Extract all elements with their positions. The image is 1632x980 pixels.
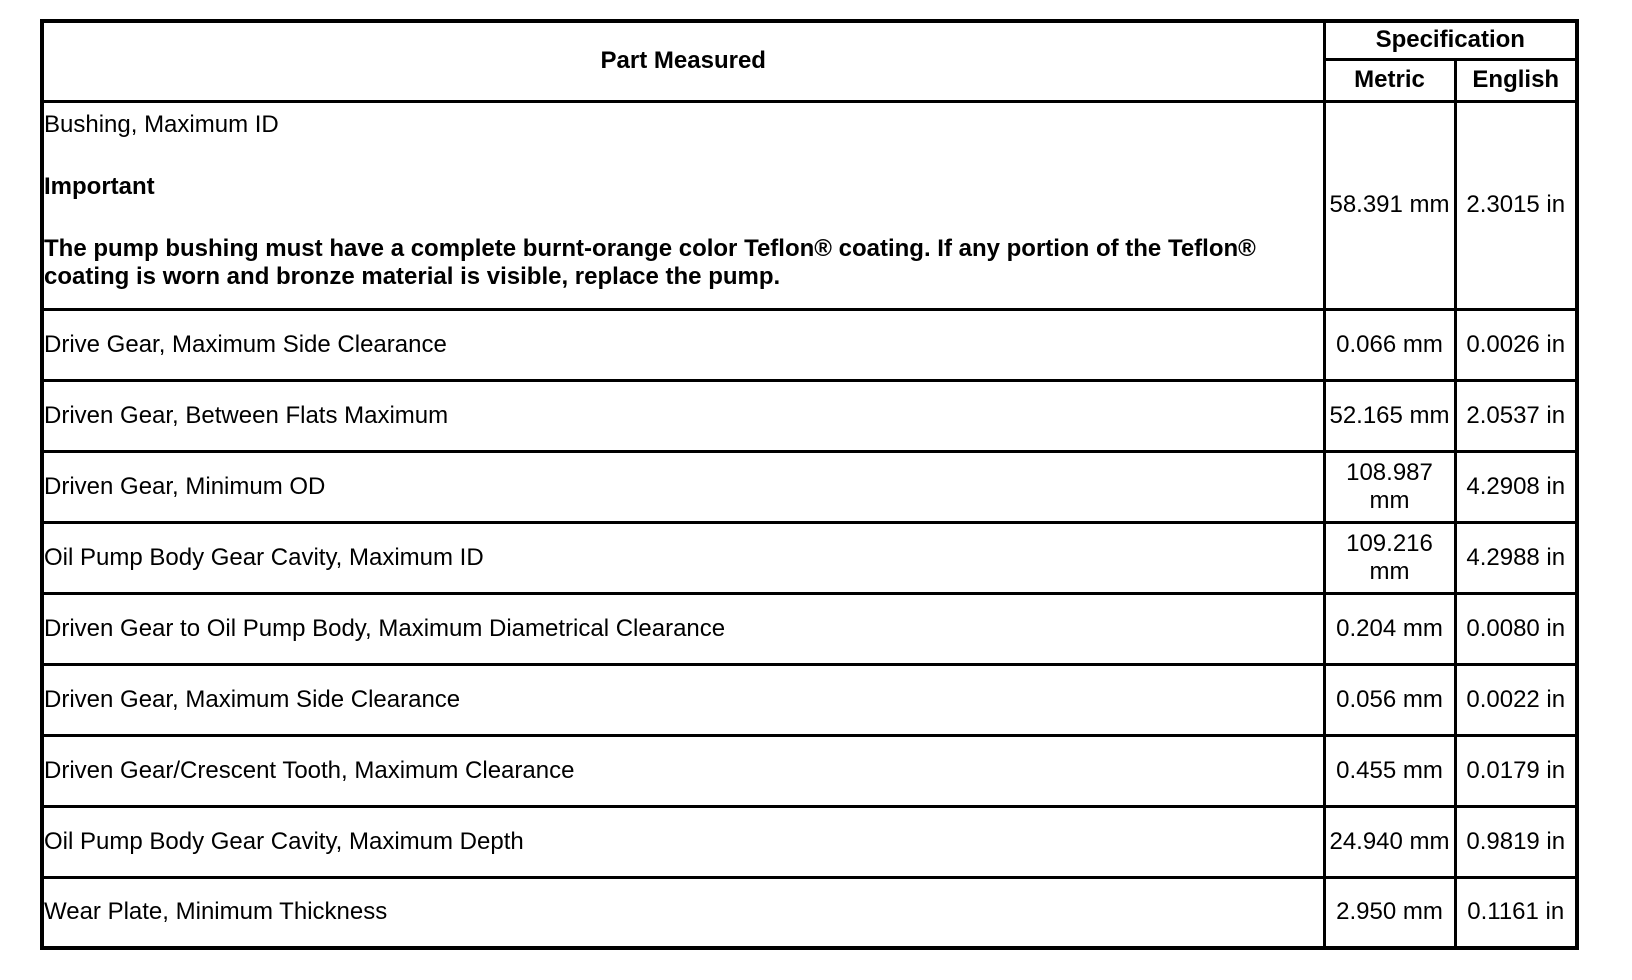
- metric-value: 0.056 mm: [1324, 664, 1455, 735]
- part-name: Driven Gear to Oil Pump Body, Maximum Diametrical Clearance: [42, 593, 1324, 664]
- metric-value: 108.987 mm: [1324, 451, 1455, 522]
- english-value: 0.0080 in: [1455, 593, 1577, 664]
- english-value: 0.9819 in: [1455, 806, 1577, 877]
- table-row: [42, 664, 1577, 735]
- metric-value: 24.940 mm: [1324, 806, 1455, 877]
- english-value: 0.1161 in: [1455, 877, 1577, 948]
- important-label: Important: [44, 172, 155, 200]
- specification-table: [40, 19, 1579, 950]
- specification-header: Specification: [1324, 21, 1577, 59]
- english-value: 2.3015 in: [1455, 101, 1577, 309]
- metric-value: 0.204 mm: [1324, 593, 1455, 664]
- english-header: English: [1455, 59, 1577, 101]
- part-name: Driven Gear, Maximum Side Clearance: [42, 664, 1324, 735]
- metric-header: Metric: [1324, 59, 1455, 101]
- part-name: Wear Plate, Minimum Thickness: [42, 877, 1324, 948]
- english-value: 0.0026 in: [1455, 309, 1577, 380]
- english-value: 4.2908 in: [1455, 451, 1577, 522]
- table-row: [42, 593, 1577, 664]
- table-row: [42, 380, 1577, 451]
- table-row: [42, 877, 1577, 948]
- table-row: [42, 451, 1577, 522]
- table-row: [42, 101, 1577, 309]
- part-name: Driven Gear, Minimum OD: [42, 451, 1324, 522]
- part-name: Oil Pump Body Gear Cavity, Maximum Depth: [42, 806, 1324, 877]
- part-name: Driven Gear, Between Flats Maximum: [42, 380, 1324, 451]
- metric-value: 0.455 mm: [1324, 735, 1455, 806]
- metric-value: 0.066 mm: [1324, 309, 1455, 380]
- part-name: Driven Gear/Crescent Tooth, Maximum Clearance: [42, 735, 1324, 806]
- english-value: 2.0537 in: [1455, 380, 1577, 451]
- table-row: [42, 522, 1577, 593]
- metric-value: 2.950 mm: [1324, 877, 1455, 948]
- metric-value: 58.391 mm: [1324, 101, 1455, 309]
- english-value: 0.0022 in: [1455, 664, 1577, 735]
- english-value: 4.2988 in: [1455, 522, 1577, 593]
- metric-value: 109.216 mm: [1324, 522, 1455, 593]
- part-name: Bushing, Maximum ID: [44, 110, 279, 138]
- table-row: [42, 806, 1577, 877]
- table-row: [42, 735, 1577, 806]
- metric-value: 52.165 mm: [1324, 380, 1455, 451]
- part-name: Drive Gear, Maximum Side Clearance: [42, 309, 1324, 380]
- english-value: 0.0179 in: [1455, 735, 1577, 806]
- table-row: [42, 309, 1577, 380]
- part-name: Oil Pump Body Gear Cavity, Maximum ID: [42, 522, 1324, 593]
- important-note: The pump bushing must have a complete burnt-orange color Teflon® coating. If any portion of the Teflon® coating is worn and bronze material is visible, replace the pump.: [44, 234, 1256, 290]
- part-cell: [42, 101, 1324, 309]
- part-measured-header: Part Measured: [42, 21, 1324, 101]
